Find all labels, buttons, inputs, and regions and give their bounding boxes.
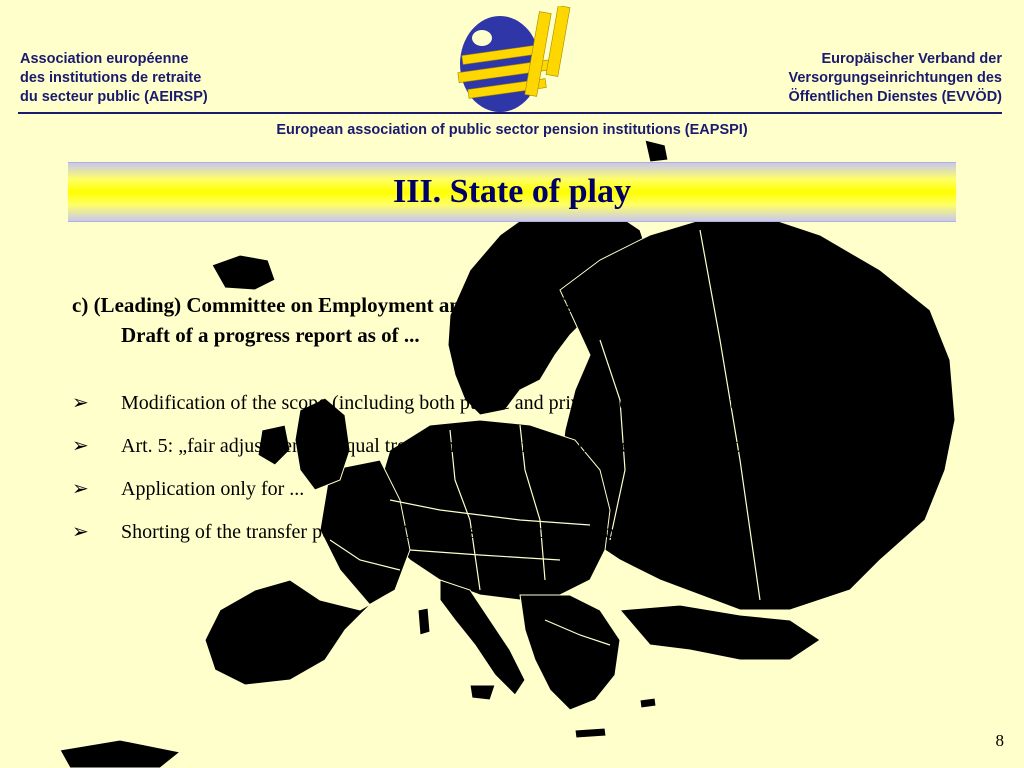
section-heading: [72, 290, 952, 350]
header-subtitle: European association of public sector pension institutions (EAPSPI): [276, 122, 748, 138]
header-left-line: du secteur public (AEIRSP): [20, 89, 208, 105]
header-org-german: [788, 50, 1002, 107]
header-right-line: Öffentlichen Dienstes (EVVÖD): [788, 89, 1002, 105]
page-number: 8: [995, 731, 1004, 750]
header-right-line: Europäischer Verband der: [821, 51, 1002, 67]
header-org-french: [20, 50, 208, 107]
arrow-bullet-icon: ➢: [72, 435, 89, 457]
list-item-text: Art. 5: „fair adjustment“ – equal treatment of deferred pensioners with pensioners: [121, 435, 776, 457]
list-item: [72, 435, 952, 457]
list-item: [72, 521, 952, 543]
title-banner: [68, 162, 956, 222]
header-left-line: des institutions de retraite: [20, 70, 202, 86]
arrow-bullet-icon: ➢: [72, 392, 89, 414]
list-item: [72, 478, 952, 500]
section-heading-line: c) (Leading) Committee on Employment and Social Affairs: [72, 293, 599, 317]
arrow-bullet-icon: ➢: [72, 521, 89, 543]
section-heading-subline: Draft of a progress report as of ...: [121, 323, 420, 347]
list-item: [72, 392, 952, 414]
header-left-line: Association européenne: [20, 51, 189, 67]
list-item-text: Shorting of the transfer periods (... 0 months) ... waiting periods: [121, 521, 633, 543]
bullet-list: [72, 392, 952, 564]
eapspi-logo-icon: [448, 6, 572, 116]
list-item-text: Modification of the scope (including both public and private pensions without any exceptions): [121, 392, 877, 414]
header-divider: [18, 112, 1002, 114]
list-item-text: Application only for ...: [121, 478, 305, 500]
header-right-line: Versorgungseinrichtungen des: [788, 70, 1002, 86]
slide-title: III. State of play: [392, 173, 632, 210]
arrow-bullet-icon: ➢: [72, 478, 89, 500]
